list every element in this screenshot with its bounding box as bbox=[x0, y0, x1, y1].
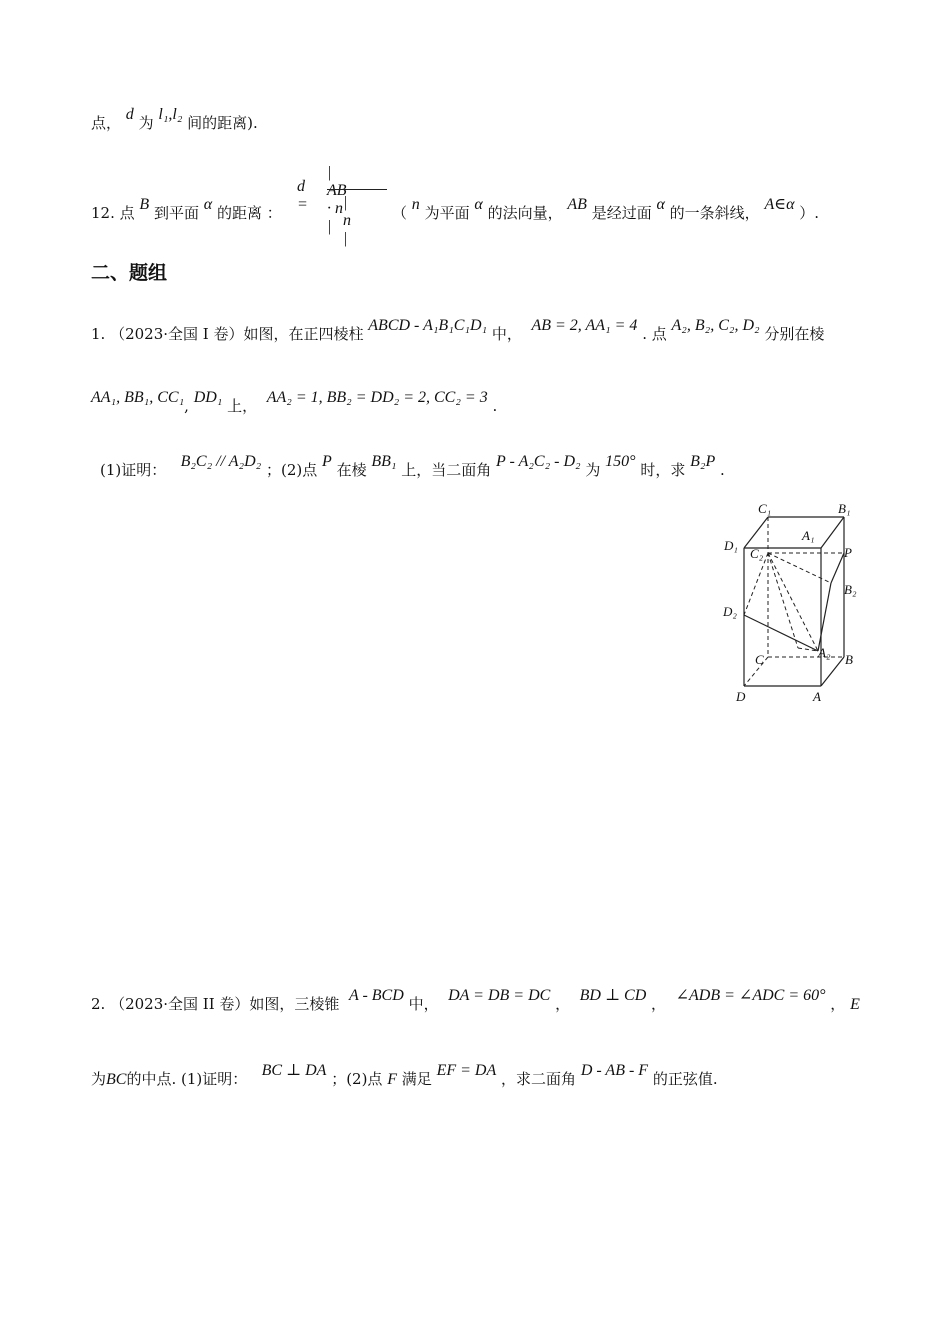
math-pyramid: A - BCD bbox=[348, 987, 404, 1004]
text: ， bbox=[555, 995, 571, 1013]
edge bbox=[744, 517, 768, 548]
text: ， bbox=[651, 995, 667, 1013]
math-n: n bbox=[411, 196, 420, 213]
text: 时，求 bbox=[640, 461, 686, 479]
math-E: E bbox=[850, 996, 860, 1013]
text: ， bbox=[830, 995, 846, 1013]
math-edges: AA₁, BB₁, CC₁ bbox=[91, 389, 185, 406]
label-C1: C₁ bbox=[758, 501, 772, 516]
math-alpha: α bbox=[203, 196, 213, 213]
math-A-in-alpha: A∈α bbox=[764, 196, 795, 213]
label-A: A bbox=[813, 689, 821, 704]
math-alpha: α bbox=[474, 196, 483, 213]
formula-denominator: | n | bbox=[343, 194, 351, 247]
edge bbox=[821, 657, 844, 686]
math-dihedral: D - AB - F bbox=[580, 1062, 649, 1079]
hidden-edge bbox=[768, 553, 818, 651]
math-F: F bbox=[387, 1071, 397, 1088]
math-eq1: DA = DB = DC bbox=[448, 987, 551, 1004]
math-bb1: BB₁ bbox=[371, 453, 397, 470]
math-BC: BC bbox=[106, 1071, 127, 1088]
math-alpha: α bbox=[656, 196, 665, 213]
math-AB: AB bbox=[567, 196, 587, 213]
text: 到平面 bbox=[153, 204, 199, 222]
text: 的中点. (1)证明： bbox=[126, 1070, 248, 1088]
text: ）. bbox=[799, 204, 820, 222]
text: ；(2)点 bbox=[265, 461, 318, 479]
text: . bbox=[720, 461, 725, 479]
text: ；(2)点 bbox=[331, 1070, 383, 1088]
text: 为 bbox=[585, 461, 601, 479]
text: 上，当二面角 bbox=[401, 461, 492, 479]
text: . bbox=[492, 397, 498, 415]
math-P: P bbox=[322, 453, 332, 470]
label-B: B bbox=[845, 652, 853, 667]
q1-line-1 bbox=[91, 317, 825, 344]
text: 满足 bbox=[401, 1070, 432, 1088]
math-target: B₂P bbox=[690, 453, 716, 470]
math-lengths: AA₂ = 1, BB₂ = DD₂ = 2, CC₂ = 3 bbox=[266, 389, 488, 406]
text: 是经过面 bbox=[591, 204, 652, 222]
edge bbox=[821, 517, 844, 548]
math-perp: BD ⊥ CD bbox=[579, 987, 647, 1004]
text: 间的距离). bbox=[187, 114, 258, 132]
text: 上， bbox=[227, 397, 258, 415]
math-vector-eq: EF = DA bbox=[436, 1062, 497, 1079]
text: 的正弦值. bbox=[652, 1070, 718, 1088]
question-lead: 2. （2023·全国 II 卷）如图，三棱锥 bbox=[91, 995, 340, 1013]
text: , bbox=[184, 397, 189, 415]
text: . 点 bbox=[642, 325, 667, 343]
label-P: P bbox=[844, 545, 852, 560]
formula-numerator: | AB · n | bbox=[327, 164, 347, 235]
item-12-tail bbox=[392, 196, 820, 223]
edge bbox=[818, 583, 831, 651]
label-B2: B₂ bbox=[844, 582, 857, 597]
math-lines: l₁,l₂ bbox=[158, 106, 183, 123]
label-A2: A₂ bbox=[818, 645, 831, 660]
continuation-line bbox=[91, 106, 258, 133]
text: 中， bbox=[408, 995, 439, 1013]
edge bbox=[744, 615, 818, 651]
q1-line-2 bbox=[91, 389, 498, 416]
prism-figure bbox=[718, 496, 868, 710]
label-B1: B₁ bbox=[838, 501, 851, 516]
math-points: A₂, B₂, C₂, D₂ bbox=[671, 317, 760, 334]
text: 中， bbox=[491, 325, 522, 343]
fraction-bar bbox=[327, 189, 387, 190]
text: 点， bbox=[91, 114, 122, 132]
label-D1: D₁ bbox=[724, 538, 738, 553]
q2-line-1 bbox=[91, 987, 860, 1014]
text: （ bbox=[392, 204, 408, 222]
q2-line-2 bbox=[91, 1062, 718, 1089]
question-lead: 1. （2023·全国 I 卷）如图，在正四棱柱 bbox=[91, 325, 364, 343]
text: ，求二面角 bbox=[501, 1070, 577, 1088]
label-A1: A₁ bbox=[802, 528, 815, 543]
label-C: C bbox=[755, 652, 764, 667]
text: 为 bbox=[138, 114, 154, 132]
math-parallel: B₂C₂ // A₂D₂ bbox=[180, 453, 262, 470]
hidden-edge bbox=[744, 553, 768, 615]
text: 分别在棱 bbox=[764, 325, 825, 343]
label-D: D bbox=[736, 689, 746, 704]
text: 的距离 ： bbox=[216, 204, 282, 222]
text: 在棱 bbox=[336, 461, 367, 479]
text: 的一条斜线， bbox=[669, 204, 760, 222]
math-perp2: BC ⊥ DA bbox=[261, 1062, 327, 1079]
math-d: d bbox=[125, 106, 134, 123]
math-B: B bbox=[139, 196, 150, 213]
text: 为 bbox=[91, 1070, 107, 1088]
math-dd1: DD₁ bbox=[193, 389, 223, 406]
label-C2: C₂ bbox=[750, 546, 764, 561]
math-dihedral: P - A₂C₂ - D₂ bbox=[496, 453, 581, 470]
section-heading: 二、题组 bbox=[91, 262, 168, 284]
math-given: AB = 2, AA₁ = 4 bbox=[531, 317, 638, 334]
math-angle: 150° bbox=[605, 453, 636, 470]
label-D2: D₂ bbox=[723, 604, 737, 619]
math-angles: ∠ADB = ∠ADC = 60° bbox=[675, 987, 826, 1004]
math-prism: ABCD - A₁B₁C₁D₁ bbox=[368, 317, 488, 334]
edge bbox=[831, 553, 844, 583]
part-1-label: (1)证明： bbox=[100, 461, 167, 479]
item-12-line bbox=[91, 196, 282, 223]
formula-lhs: d = bbox=[297, 178, 308, 213]
q1-line-3 bbox=[100, 453, 725, 480]
item-number: 12. 点 bbox=[91, 204, 135, 222]
text: 的法向量， bbox=[487, 204, 563, 222]
text: 为平面 bbox=[424, 204, 470, 222]
